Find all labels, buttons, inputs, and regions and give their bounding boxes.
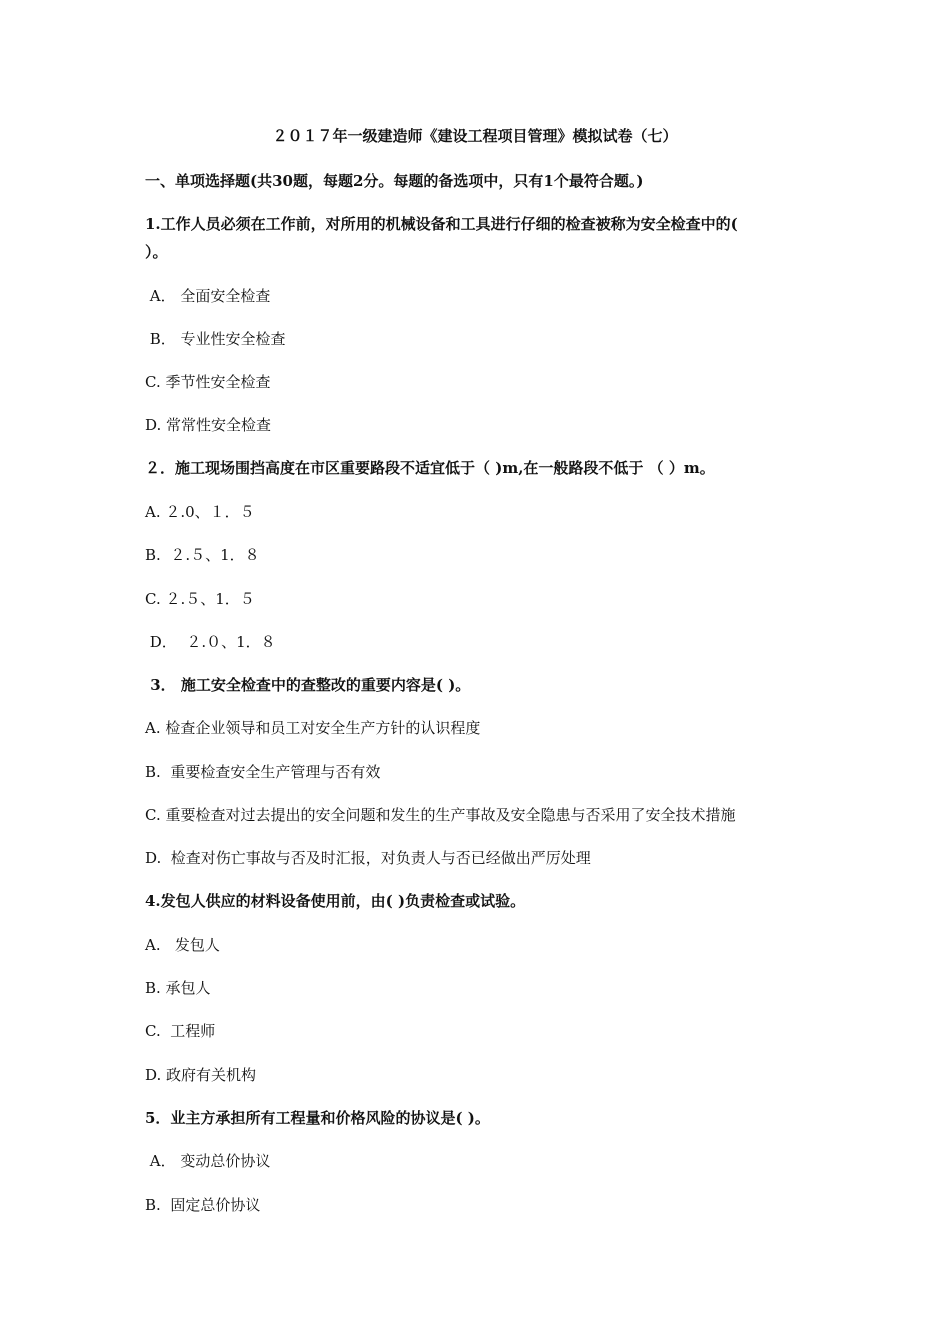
question-4-stem: 4.发包人供应的材料设备使用前，由( )负责检查或试验。 bbox=[145, 892, 526, 910]
question-4-option-b: B. 承包人 bbox=[145, 979, 211, 997]
question-2-option-b: B. ２.５、1．８ bbox=[145, 546, 260, 564]
question-2-option-d: D． ２.０、1．８ bbox=[145, 633, 276, 651]
question-1-stem-cont: ）。 bbox=[145, 243, 168, 261]
question-3-option-b: B. 重要检查安全生产管理与否有效 bbox=[145, 763, 381, 781]
question-5-option-a: A． 变动总价协议 bbox=[145, 1152, 271, 1170]
question-3-option-d: D. 检查对伤亡事故与否及时汇报，对负责人与否已经做出严厉处理 bbox=[145, 849, 591, 867]
question-5-stem: 5．业主方承担所有工程量和价格风险的协议是( )。 bbox=[145, 1109, 490, 1127]
question-2-option-a: A. ２.0、１．５ bbox=[145, 503, 255, 521]
question-3-option-c: C. 重要检查对过去提出的安全问题和发生的生产事故及安全隐患与否采用了安全技术措施 bbox=[145, 806, 736, 824]
question-1-option-c: C. 季节性安全检查 bbox=[145, 373, 271, 391]
question-3-stem: 3． 施工安全检查中的查整改的重要内容是( )。 bbox=[145, 676, 471, 694]
question-1-stem: 1.工作人员必须在工作前，对所用的机械设备和工具进行仔细的检查被称为安全检查中的( bbox=[145, 215, 738, 233]
question-1-option-b: B． 专业性安全检查 bbox=[145, 330, 286, 348]
question-2-stem: ２．施工现场围挡高度在市区重要路段不适宜低于（ )m,在一般路段不低于 （ ）m。 bbox=[145, 459, 715, 477]
question-1-option-a: A． 全面安全检查 bbox=[145, 287, 271, 305]
question-2-option-c: C. ２.５、1．５ bbox=[145, 590, 255, 608]
question-4-option-d: D. 政府有关机构 bbox=[145, 1066, 257, 1084]
question-4-option-a: A. 发包人 bbox=[145, 936, 220, 954]
question-3-option-a: A. 检查企业领导和员工对安全生产方针的认识程度 bbox=[145, 719, 481, 737]
section-heading: 一、单项选择题(共30题，每题2分。每题的备选项中，只有1个最符合题。) bbox=[145, 172, 644, 190]
question-4-option-c: C. 工程师 bbox=[145, 1022, 216, 1040]
question-1-option-d: D. 常常性安全检查 bbox=[145, 416, 272, 434]
document-title: ２０１７年一级建造师《建设工程项目管理》模拟试卷（七） bbox=[272, 127, 678, 145]
question-5-option-b: B. 固定总价协议 bbox=[145, 1196, 261, 1214]
